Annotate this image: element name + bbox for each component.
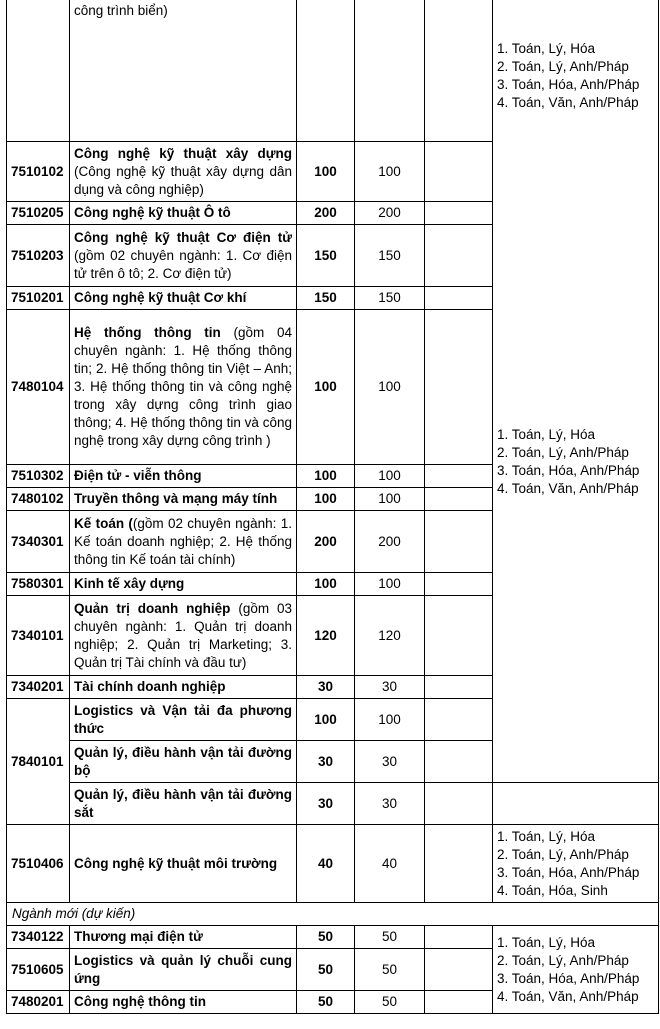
table-row: 7510102 Công nghệ kỹ thuật xây dựng (Công nghệ kỹ thuật xây dựng dân dụng và công nghiệp) 100 100 1. Toán, Lý, Hóa 2. Toán, Lý, Anh/Pháp 3. Toán, Hóa, Anh/Pháp 4. Toán, Văn, Anh/Pháp — [7, 142, 659, 202]
subject-combos-d: 1. Toán, Lý, Hóa 2. Toán, Lý, Anh/Pháp 3. Toán, Hóa, Anh/Pháp 4. Toán, Văn, Anh/Pháp — [493, 926, 659, 1014]
table-row: 7580301 Kinh tế xây dựng 100 100 — [7, 573, 659, 596]
table-row: 7340301 Kế toán ((gồm 02 chuyên ngành: 1. Kế toán doanh nghiệp; 2. Hệ thống thông tin Kế toán tài chính) 200 200 — [7, 511, 659, 573]
table-row: Quản lý, điều hành vận tải đường sắt 30 30 — [7, 783, 659, 825]
table-row: 7510302 Điện tử - viễn thông 100 100 — [7, 465, 659, 488]
table-row: 7510203 Công nghệ kỹ thuật Cơ điện tử (gồm 02 chuyên ngành: 1. Cơ điện tử trên ô tô; 2. Cơ điện tử) 150 150 — [7, 225, 659, 287]
subject-combos-a: 1. Toán, Lý, Hóa 2. Toán, Lý, Anh/Pháp 3. Toán, Hóa, Anh/Pháp 4. Toán, Văn, Anh/Pháp — [493, 0, 659, 142]
section-title: Ngành mới (dự kiến) — [7, 903, 659, 926]
table-row — [7, 0, 659, 142]
subject-combos-b: 1. Toán, Lý, Hóa 2. Toán, Lý, Anh/Pháp 3. Toán, Hóa, Anh/Pháp 4. Toán, Văn, Anh/Pháp — [493, 142, 659, 783]
table-row: 7340201 Tài chính doanh nghiệp 30 30 — [7, 676, 659, 699]
admission-table — [6, 0, 659, 1014]
major-name-cell: công trình biển) — [70, 0, 297, 142]
subject-combos-c: 1. Toán, Lý, Hóa 2. Toán, Lý, Anh/Pháp 3. Toán, Hóa, Anh/Pháp 4. Toán, Hóa, Sinh — [493, 825, 659, 903]
table-row: 7510205 Công nghệ kỹ thuật Ô tô 200 200 — [7, 202, 659, 225]
table-row: 7840101 Logistics và Vận tải đa phương thức 100 100 — [7, 699, 659, 741]
table-row: 7510201 Công nghệ kỹ thuật Cơ khí 150 150 — [7, 287, 659, 310]
table-row: 7340122 Thương mại điện tử 50 50 1. Toán, Lý, Hóa 2. Toán, Lý, Anh/Pháp 3. Toán, Hóa, Anh/Pháp 4. Toán, Văn, Anh/Pháp — [7, 926, 659, 949]
table-row: 7510605 Logistics và quản lý chuỗi cung ứng 50 50 — [7, 949, 659, 991]
table-row: 7480104 Hệ thống thông tin (gồm 04 chuyên ngành: 1. Hệ thống thông tin; 2. Hệ thống thông tin Việt – Anh; 3. Hệ thống thông tin và công nghệ trong xây dựng công trình giao thông; 4. Hệ thống thông tin và công nghệ trong xây dựng công trình ) 100 100 — [7, 310, 659, 465]
section-row — [7, 903, 659, 926]
table-row: 7340101 Quản trị doanh nghiệp (gồm 03 chuyên ngành: 1. Quản trị doanh nghiệp; 2. Quản trị Marketing; 3. Quản trị Tài chính và đầu tư) 120 120 — [7, 596, 659, 676]
table-row: Quản lý, điều hành vận tải đường bộ 30 30 — [7, 741, 659, 783]
code-cell — [7, 0, 70, 142]
table-row: 7510406 Công nghệ kỹ thuật môi trường 40 40 1. Toán, Lý, Hóa 2. Toán, Lý, Anh/Pháp 3. Toán, Hóa, Anh/Pháp 4. Toán, Hóa, Sinh — [7, 825, 659, 903]
table-row: 7480102 Truyền thông và mạng máy tính 100 100 — [7, 488, 659, 511]
table-row: 7480201 Công nghệ thông tin 50 50 — [7, 991, 659, 1014]
